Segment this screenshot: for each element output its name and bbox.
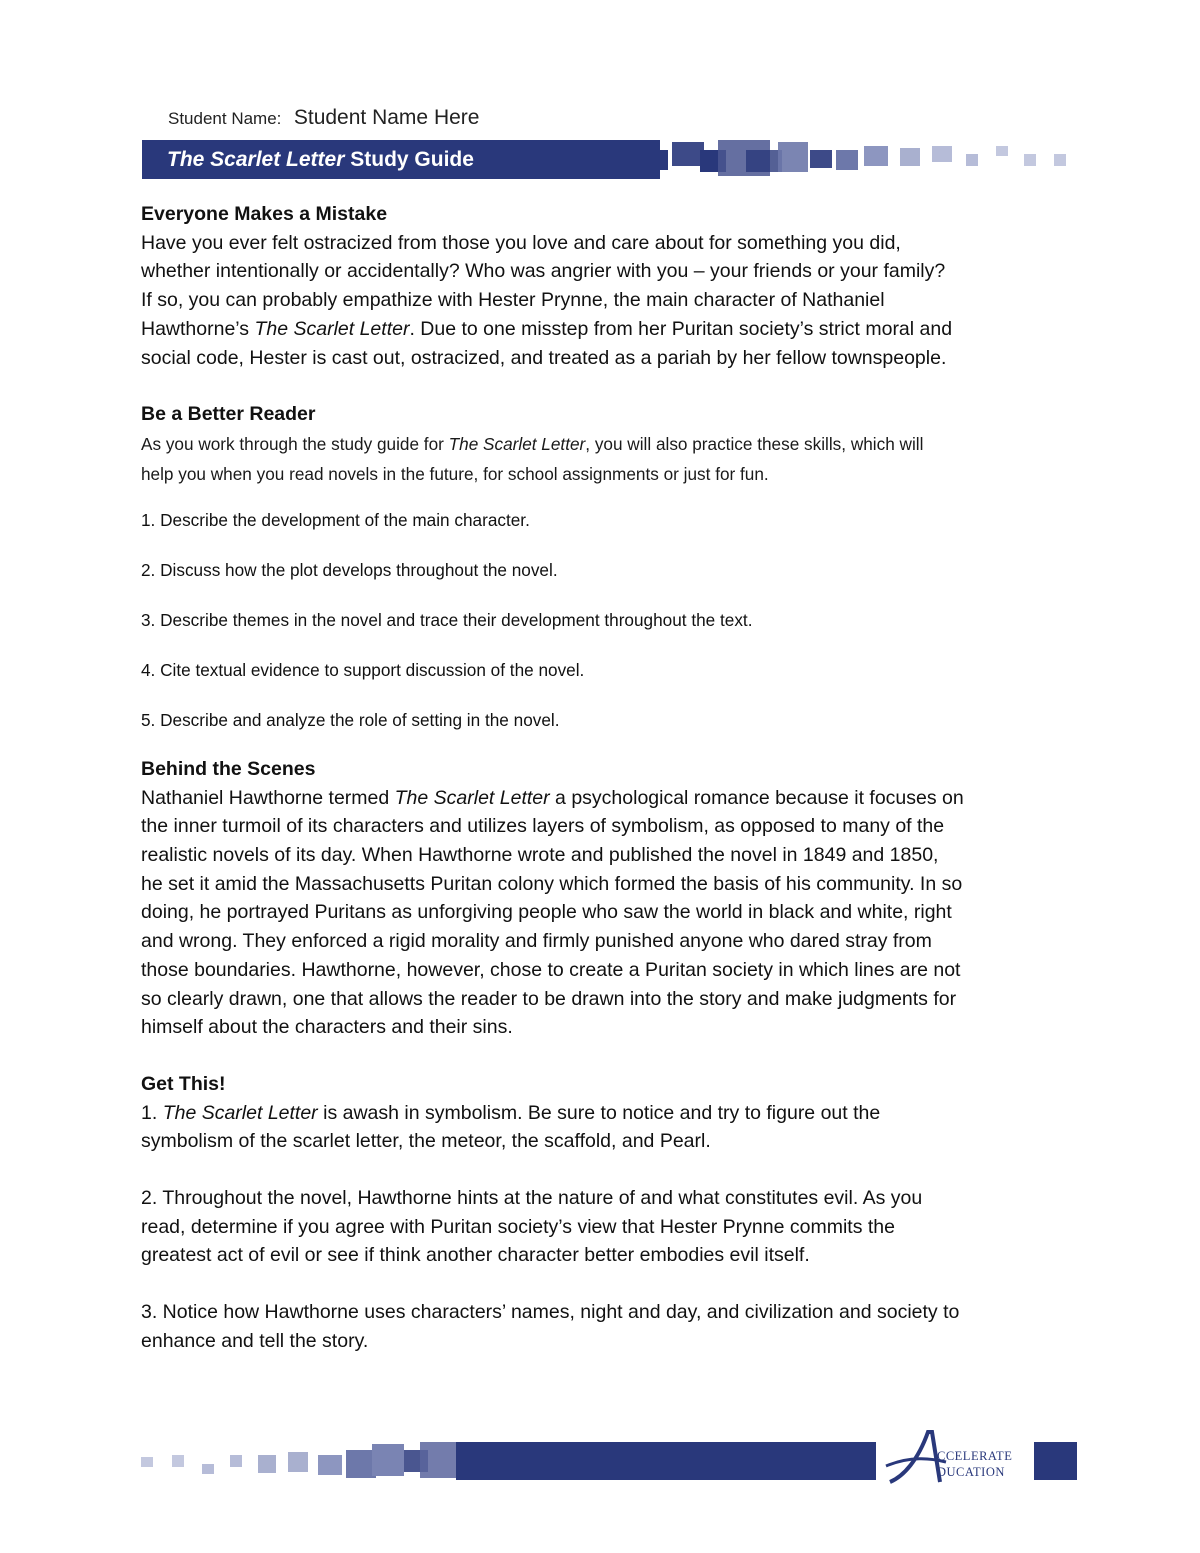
- paragraph-line: so clearly drawn, one that allows the reader to be drawn into the story and make judgments for: [141, 987, 957, 1010]
- section-heading: Be a Better Reader: [141, 403, 316, 426]
- paragraph-line: If so, you can probably empathize with Hester Prynne, the main character of Nathaniel: [141, 289, 885, 312]
- book-title-italic: The Scarlet Letter: [162, 1101, 318, 1124]
- decor-square: [172, 1455, 184, 1467]
- text-run: As you work through the study guide for: [141, 433, 449, 454]
- student-name-field[interactable]: Student Name Here: [293, 106, 480, 129]
- section-heading: Get This!: [141, 1072, 226, 1095]
- skill-text: Describe themes in the novel and trace their development throughout the text.: [155, 609, 753, 630]
- decor-square: [746, 150, 782, 172]
- paragraph-line: Have you ever felt ostracized from those you love and care about for something you did,: [141, 231, 901, 254]
- paragraph-line: symbolism of the scarlet letter, the meteor, the scaffold, and Pearl.: [141, 1130, 711, 1153]
- section-behind-the-scenes: [141, 755, 1071, 1042]
- skill-number: 2.: [141, 559, 156, 580]
- skill-item: [141, 659, 1071, 681]
- paragraph-line: and wrong. They enforced a rigid morality and firmly punished anyone who dared stray from: [141, 930, 932, 953]
- skill-number: 5.: [141, 709, 156, 730]
- decor-square: [660, 150, 668, 170]
- skill-number: 4.: [141, 659, 156, 680]
- decor-square: [810, 150, 832, 168]
- study-guide-content: [141, 200, 1071, 1356]
- section-be-a-better-reader: [141, 400, 1071, 731]
- section-heading: Everyone Makes a Mistake: [141, 203, 388, 225]
- paragraph-line: greatest act of evil or see if think another character better embodies evil itself.: [141, 1244, 810, 1267]
- paragraph-line: [141, 784, 1071, 813]
- student-name-row: [168, 106, 479, 130]
- text-run: is awash in symbolism. Be sure to notice and try to figure out the: [317, 1101, 881, 1124]
- decor-square: [372, 1444, 404, 1476]
- section-everyone-makes-a-mistake: [141, 200, 1071, 372]
- paragraph-line: help you when you read novels in the future, for school assignments or just for fun.: [141, 463, 769, 484]
- decor-square: [996, 146, 1008, 156]
- skill-item: [141, 709, 1071, 731]
- text-run: . Due to one misstep from her Puritan society’s strict moral and: [409, 317, 953, 340]
- paragraph-line: those boundaries. Hawthorne, however, chose to create a Puritan society in which lines are not: [141, 958, 961, 981]
- book-title-italic: The Scarlet Letter: [254, 317, 410, 340]
- footer-block: [1034, 1442, 1077, 1480]
- title-suffix: Study Guide: [344, 148, 474, 171]
- decor-square: [318, 1455, 342, 1475]
- text-run: a psychological romance because it focuses on: [549, 786, 964, 809]
- section-heading: Behind the Scenes: [141, 757, 316, 780]
- decor-square: [864, 146, 888, 166]
- skill-text: Discuss how the plot develops throughout the novel.: [155, 559, 558, 580]
- student-name-label: Student Name:: [168, 109, 282, 128]
- decor-square: [258, 1455, 276, 1473]
- skill-text: Describe the development of the main character.: [155, 509, 530, 530]
- decor-square: [778, 142, 808, 172]
- decor-square: [202, 1464, 214, 1474]
- paragraph-line: read, determine if you agree with Puritan society’s view that Hester Prynne commits the: [141, 1215, 895, 1238]
- logo-text-accelerate: CCELERATE: [937, 1449, 1013, 1463]
- title-book-name: The Scarlet Letter: [167, 148, 345, 171]
- decor-square: [141, 1457, 153, 1467]
- paragraph-line: the inner turmoil of its characters and utilizes layers of symbolism, as opposed to many of the: [141, 815, 945, 838]
- paragraph-line: 3. Notice how Hawthorne uses characters’ names, night and day, and civilization and society to: [141, 1301, 960, 1324]
- decor-square: [932, 146, 952, 162]
- book-title-italic: The Scarlet Letter: [448, 433, 586, 454]
- paragraph-line: realistic novels of its day. When Hawthorne wrote and published the novel in 1849 and 1850,: [141, 844, 939, 867]
- decor-square: [230, 1455, 242, 1467]
- footer-band: [456, 1442, 876, 1480]
- paragraph-line: social code, Hester is cast out, ostracized, and treated as a pariah by her fellow townspeople.: [141, 346, 947, 369]
- decor-square: [836, 150, 858, 170]
- decor-square: [900, 148, 920, 166]
- paragraph-line: enhance and tell the story.: [141, 1329, 369, 1352]
- decor-square: [1054, 154, 1066, 166]
- skill-text: Cite textual evidence to support discussion of the novel.: [155, 659, 585, 680]
- paragraph-line: himself about the characters and their sins.: [141, 1016, 513, 1039]
- paragraph-line: doing, he portrayed Puritans as unforgiving people who saw the world in black and white, right: [141, 901, 952, 924]
- section-get-this: [141, 1070, 1071, 1356]
- text-run: Hawthorne’s: [141, 317, 255, 340]
- text-run: 1.: [141, 1101, 163, 1124]
- book-title-italic: The Scarlet Letter: [394, 786, 550, 809]
- skill-item: [141, 509, 1071, 531]
- skill-item: [141, 609, 1071, 631]
- decor-square: [1024, 154, 1036, 166]
- paragraph-line: [141, 429, 1071, 459]
- paragraph-line: [141, 1099, 1071, 1128]
- skill-number: 3.: [141, 609, 156, 630]
- text-run: , you will also practice these skills, which will: [585, 433, 924, 454]
- paragraph-line: whether intentionally or accidentally? Who was angrier with you – your friends or your family?: [141, 260, 946, 283]
- paragraph-line: [141, 315, 1071, 344]
- skill-item: [141, 559, 1071, 581]
- paragraph-line: 2. Throughout the novel, Hawthorne hints at the nature of and what constitutes evil. As you: [141, 1187, 923, 1210]
- logo-text-education: DUCATION: [937, 1465, 1005, 1479]
- decor-square: [966, 154, 978, 166]
- paragraph-line: he set it amid the Massachusetts Puritan colony which formed the basis of his community. In so: [141, 872, 963, 895]
- text-run: Nathaniel Hawthorne termed: [141, 786, 395, 809]
- skill-text: Describe and analyze the role of setting in the novel.: [155, 709, 560, 730]
- page-title: [167, 145, 474, 175]
- decor-square: [288, 1452, 308, 1472]
- skill-number: 1.: [141, 509, 156, 530]
